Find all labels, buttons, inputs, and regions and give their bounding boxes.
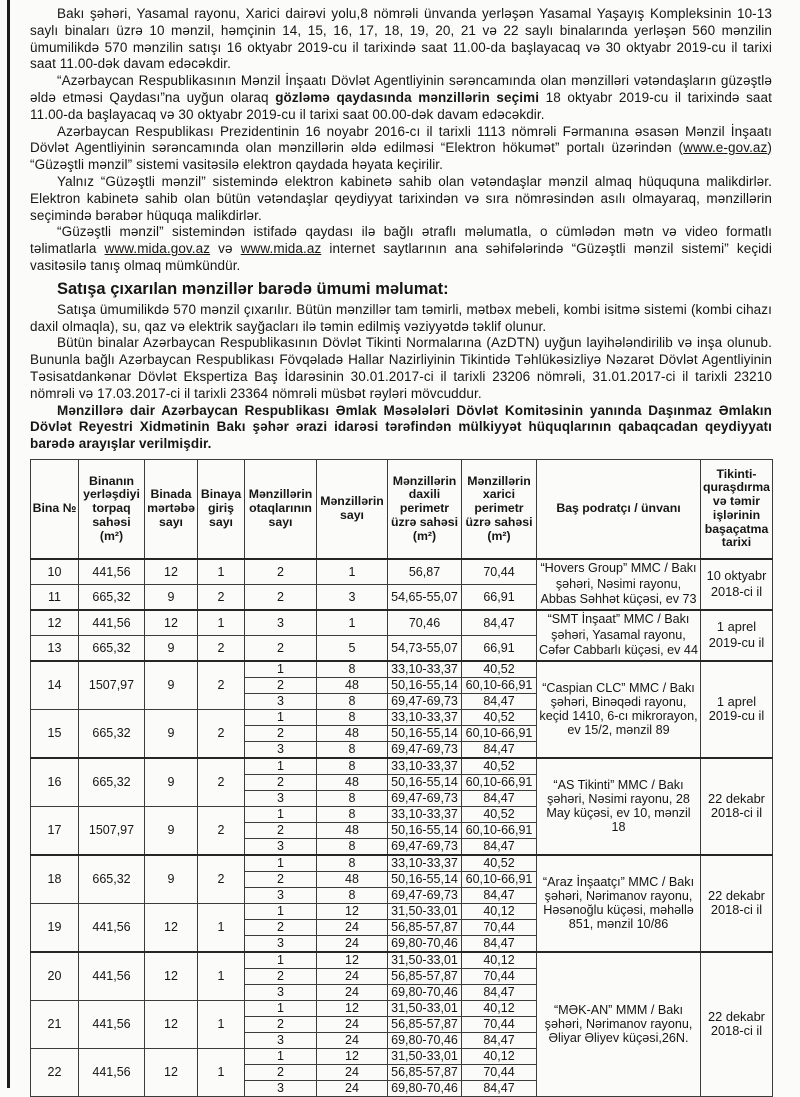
- land-area: 441,56: [79, 952, 145, 1001]
- apartment-count: 24: [317, 1016, 388, 1032]
- column-header-7: Mənzillərin daxili perimetr üzrə sahəsi (m²): [388, 459, 462, 559]
- waiting-list-selection-bold-text: gözləmə qaydasında mənzillərin seçimi: [275, 89, 540, 105]
- inner-perimeter-area: 56,87: [388, 559, 462, 585]
- column-header-4: Binaya giriş sayı: [198, 459, 245, 559]
- inner-perimeter-area: 69,47-69,73: [388, 741, 462, 758]
- inner-perimeter-area: 69,47-69,73: [388, 887, 462, 903]
- room-count: 3: [245, 1080, 317, 1096]
- outer-perimeter-area: 70,44: [462, 1064, 537, 1080]
- apartment-count: 24: [317, 1080, 388, 1096]
- building-no: 15: [31, 709, 79, 758]
- building-no: 14: [31, 661, 79, 710]
- building-no: 16: [31, 758, 79, 807]
- intro-paragraph-5: [30, 224, 772, 274]
- apartment-count: 8: [317, 855, 388, 872]
- inner-perimeter-area: 33,10-33,37: [388, 855, 462, 872]
- room-count: 1: [245, 806, 317, 822]
- apartment-count: 12: [317, 903, 388, 919]
- outer-perimeter-area: 40,52: [462, 855, 537, 872]
- room-count: 3: [245, 1032, 317, 1048]
- room-count: 2: [245, 584, 317, 610]
- column-header-10: Tikinti-quraşdırma və təmir işlərinin başaçatma tarixi: [701, 459, 773, 559]
- outer-perimeter-area: 60,10-66,91: [462, 774, 537, 790]
- completion-date: 22 dekabr 2018-ci il: [701, 855, 773, 952]
- apartment-count: 8: [317, 838, 388, 855]
- section-paragraph-1: Satışa ümumilikdə 570 mənzil çıxarılır. Bütün mənzillər tam təmirli, mətbəx mebeli, kombi isitmə sistemi (kombi cihazı daxil olmaqla), su, qaz və elektrik sayğacları ilə təmin edilmiş vəziyyətdə təklif olunur.: [30, 301, 772, 334]
- inner-perimeter-area: 69,80-70,46: [388, 984, 462, 1000]
- contractor-address: “AS Tikinti” MMC / Bakı şəhəri, Nəsimi rayonu, 28 May küçəsi, ev 10, mənzil 18: [537, 758, 701, 855]
- floor-count: 12: [145, 1048, 198, 1096]
- entrance-count: 1: [198, 610, 245, 636]
- room-count: 3: [245, 935, 317, 952]
- building-no: 19: [31, 903, 79, 952]
- room-count: 2: [245, 919, 317, 935]
- apartment-count: 1: [317, 610, 388, 636]
- apartment-count: 12: [317, 1000, 388, 1016]
- land-area: 665,32: [79, 855, 145, 904]
- outer-perimeter-area: 84,47: [462, 838, 537, 855]
- intro-paragraph-2-post: 18 oktyabr 2019-cu il tarixində saat 11.00-da başlayacaq və 30 oktyabr 2019-cu il tarixi saat 00.00-dək davam edəcəkdir.: [30, 89, 772, 122]
- outer-perimeter-area: 60,10-66,91: [462, 822, 537, 838]
- mida-link[interactable]: www.mida.az: [240, 241, 322, 257]
- outer-perimeter-area: 70,44: [462, 1016, 537, 1032]
- room-count: 3: [245, 790, 317, 806]
- apartment-count: 24: [317, 935, 388, 952]
- room-count: 2: [245, 871, 317, 887]
- room-count: 2: [245, 774, 317, 790]
- floor-count: 12: [145, 559, 198, 585]
- outer-perimeter-area: 40,52: [462, 709, 537, 725]
- section-paragraph-3: Mənzillərə dair Azərbaycan Respublikası Əmlak Məsələləri Dövlət Komitəsinin yanında Daşınmaz Əmlakın Dövlət Reyestri Xidmətinin Bakı şəhər ərazi idarəsi tərəfindən mülkiyyət hüquqlarının qabaqcadan qeydiyyatı barədə arayışlar verilmişdir.: [30, 402, 772, 452]
- entrance-count: 1: [198, 1048, 245, 1096]
- room-count: 2: [245, 635, 317, 661]
- apartment-count: 8: [317, 758, 388, 775]
- room-count: 1: [245, 709, 317, 725]
- outer-perimeter-area: 84,47: [462, 693, 537, 709]
- completion-date: 22 dekabr 2018-ci il: [701, 758, 773, 855]
- room-count: 2: [245, 822, 317, 838]
- column-header-5: Mənzillərin otaqlarının sayı: [245, 459, 317, 559]
- room-count: 2: [245, 725, 317, 741]
- intro-paragraph-1: Bakı şəhəri, Yasamal rayonu, Xarici dairəvi yolu,8 nömrəli ünvanda yerləşən Yasamal Yaşayış Kompleksinin 10-13 saylı binaları üzrə 10 mənzil, həmçinin 14, 15, 16, 17, 18, 19, 20, 21 və 22 saylı binalarında yerləşən 560 mənzilin ümumilikdə 570 mənzilin satışı 16 oktyabr 2019-cu il tarixində saat 11.00-da başlayacaq və 30 oktyabr 2019-cu il tarixi saat 11.00-dək davam edəcəkdir.: [30, 6, 772, 72]
- outer-perimeter-area: 40,52: [462, 806, 537, 822]
- apartment-count: 24: [317, 984, 388, 1000]
- land-area: 665,32: [79, 635, 145, 661]
- outer-perimeter-area: 84,47: [462, 790, 537, 806]
- outer-perimeter-area: 40,12: [462, 952, 537, 969]
- entrance-count: 2: [198, 709, 245, 758]
- entrance-count: 1: [198, 952, 245, 1001]
- table-row: [31, 610, 773, 636]
- apartment-count: 48: [317, 822, 388, 838]
- apartment-count: 8: [317, 887, 388, 903]
- outer-perimeter-area: 66,91: [462, 584, 537, 610]
- room-count: 1: [245, 855, 317, 872]
- floor-count: 9: [145, 855, 198, 904]
- outer-perimeter-area: 40,52: [462, 758, 537, 775]
- completion-date: 1 aprel 2019-cu il: [701, 610, 773, 661]
- outer-perimeter-area: 40,12: [462, 1000, 537, 1016]
- room-count: 2: [245, 1016, 317, 1032]
- apartment-count: 8: [317, 790, 388, 806]
- apartment-count: 8: [317, 741, 388, 758]
- entrance-count: 2: [198, 806, 245, 855]
- intro-paragraph-5-pre: “Güzəştli mənzil” sistemindən istifadə qaydası ilə bağlı ətraflı məlumatla, o cümlədən mətn və video formatlı təlimatlarla: [30, 224, 772, 257]
- entrance-count: 1: [198, 559, 245, 585]
- buildings-table: [30, 459, 773, 1097]
- inner-perimeter-area: 54,65-55,07: [388, 584, 462, 610]
- outer-perimeter-area: 84,47: [462, 1032, 537, 1048]
- inner-perimeter-area: 69,80-70,46: [388, 935, 462, 952]
- column-header-2: Binanın yerləşdiyi torpaq sahəsi (m²): [79, 459, 145, 559]
- floor-count: 9: [145, 661, 198, 710]
- room-count: 3: [245, 838, 317, 855]
- outer-perimeter-area: 70,44: [462, 968, 537, 984]
- column-header-6: Mənzillərin sayı: [317, 459, 388, 559]
- outer-perimeter-area: 84,47: [462, 984, 537, 1000]
- apartment-count: 48: [317, 871, 388, 887]
- land-area: 441,56: [79, 559, 145, 585]
- room-count: 2: [245, 968, 317, 984]
- room-count: 2: [245, 677, 317, 693]
- apartment-count: 24: [317, 968, 388, 984]
- inner-perimeter-area: 50,16-55,14: [388, 871, 462, 887]
- table-row: [31, 855, 773, 872]
- land-area: 441,56: [79, 1048, 145, 1096]
- contractor-address: “Hovers Group” MMC / Bakı şəhəri, Nəsimi rayonu, Abbas Səhhət küçəsi, ev 73: [537, 559, 701, 610]
- inner-perimeter-area: 33,10-33,37: [388, 806, 462, 822]
- contractor-address: “Araz İnşaatçı” MMC / Bakı şəhəri, Nərimanov rayonu, Həsənoğlu küçəsi, məhəllə 851, mənzil 10/86: [537, 855, 701, 952]
- inner-perimeter-area: 69,47-69,73: [388, 790, 462, 806]
- section-paragraph-2: Bütün binalar Azərbaycan Respublikasının Dövlət Tikinti Normalarına (AzDTN) uyğun layihələndirilib və inşa olunub. Bununla bağlı Azərbaycan Respublikası Fövqəladə Hallar Nazirliyinin Tikintidə Təhlükəsizliyə Nəzarət Dövlət Agentliyinin Təsisatdankənar Dövlət Ekspertiza Baş İdarəsinin 30.01.2017-ci il tarixli 23206 nömrəli, 31.01.2017-ci il tarixli 23210 nömrəli və 17.03.2017-ci il tarixli 23364 nömrəli müsbət rəyləri mövcuddur.: [30, 335, 772, 401]
- room-count: 1: [245, 1000, 317, 1016]
- apartment-count: 48: [317, 774, 388, 790]
- inner-perimeter-area: 56,85-57,87: [388, 919, 462, 935]
- apartment-count: 12: [317, 952, 388, 969]
- inner-perimeter-area: 50,16-55,14: [388, 677, 462, 693]
- apartment-count: 3: [317, 584, 388, 610]
- building-no: 11: [31, 584, 79, 610]
- intro-paragraph-3: [30, 124, 772, 174]
- apartment-count: 48: [317, 677, 388, 693]
- building-no: 20: [31, 952, 79, 1001]
- floor-count: 9: [145, 758, 198, 807]
- table-row: [31, 661, 773, 678]
- outer-perimeter-area: 84,47: [462, 1080, 537, 1096]
- outer-perimeter-area: 84,47: [462, 887, 537, 903]
- entrance-count: 2: [198, 635, 245, 661]
- outer-perimeter-area: 66,91: [462, 635, 537, 661]
- outer-perimeter-area: 84,47: [462, 741, 537, 758]
- inner-perimeter-area: 69,80-70,46: [388, 1080, 462, 1096]
- inner-perimeter-area: 31,50-33,01: [388, 952, 462, 969]
- outer-perimeter-area: 70,44: [462, 559, 537, 585]
- entrance-count: 2: [198, 661, 245, 710]
- entrance-count: 1: [198, 903, 245, 952]
- intro-paragraph-5-mid: və: [210, 241, 241, 257]
- entrance-count: 1: [198, 1000, 245, 1048]
- table-row: [31, 758, 773, 775]
- floor-count: 9: [145, 709, 198, 758]
- land-area: 665,32: [79, 758, 145, 807]
- outer-perimeter-area: 60,10-66,91: [462, 725, 537, 741]
- inner-perimeter-area: 50,16-55,14: [388, 774, 462, 790]
- room-count: 2: [245, 559, 317, 585]
- floor-count: 12: [145, 903, 198, 952]
- outer-perimeter-area: 60,10-66,91: [462, 677, 537, 693]
- inner-perimeter-area: 31,50-33,01: [388, 903, 462, 919]
- apartment-count: 12: [317, 1048, 388, 1064]
- mida-gov-link[interactable]: www.mida.gov.az: [104, 241, 211, 257]
- outer-perimeter-area: 40,12: [462, 903, 537, 919]
- egov-link[interactable]: www.e-gov.az: [683, 140, 768, 156]
- building-no: 13: [31, 635, 79, 661]
- outer-perimeter-area: 40,12: [462, 1048, 537, 1064]
- building-no: 21: [31, 1000, 79, 1048]
- floor-count: 12: [145, 952, 198, 1001]
- floor-count: 9: [145, 584, 198, 610]
- land-area: 1507,97: [79, 661, 145, 710]
- inner-perimeter-area: 33,10-33,37: [388, 709, 462, 725]
- inner-perimeter-area: 69,47-69,73: [388, 838, 462, 855]
- room-count: 1: [245, 903, 317, 919]
- column-header-8: Mənzillərin xarici perimetr üzrə sahəsi (m²): [462, 459, 537, 559]
- room-count: 3: [245, 984, 317, 1000]
- inner-perimeter-area: 33,10-33,37: [388, 661, 462, 678]
- floor-count: 12: [145, 610, 198, 636]
- column-header-1: Bina №: [31, 459, 79, 559]
- room-count: 2: [245, 1064, 317, 1080]
- apartment-count: 8: [317, 693, 388, 709]
- room-count: 3: [245, 610, 317, 636]
- building-no: 12: [31, 610, 79, 636]
- room-count: 3: [245, 741, 317, 758]
- room-count: 1: [245, 661, 317, 678]
- apartment-count: 1: [317, 559, 388, 585]
- inner-perimeter-area: 56,85-57,87: [388, 1016, 462, 1032]
- land-area: 1507,97: [79, 806, 145, 855]
- document-content: [30, 6, 772, 1097]
- apartment-count: 5: [317, 635, 388, 661]
- column-header-3: Binada mərtəbə sayı: [145, 459, 198, 559]
- intro-paragraph-2-pre: “Azərbaycan Respublikasının Mənzil İnşaatı Dövlət Agentliyinin sərəncamında olan mənzilləri vətəndaşların güzəştlə əldə etməsi Qaydası”na uyğun olaraq: [30, 73, 772, 105]
- outer-perimeter-area: 84,47: [462, 935, 537, 952]
- inner-perimeter-area: 69,80-70,46: [388, 1032, 462, 1048]
- outer-perimeter-area: 84,47: [462, 610, 537, 636]
- intro-paragraph-5-post: internet saytlarının ana səhifələrində “Güzəştli mənzil sistemi” keçidi vasitəsilə tanış olmaq mümkündür.: [30, 241, 772, 273]
- land-area: 441,56: [79, 610, 145, 636]
- room-count: 3: [245, 887, 317, 903]
- inner-perimeter-area: 50,16-55,14: [388, 725, 462, 741]
- apartment-count: 8: [317, 661, 388, 678]
- land-area: 665,32: [79, 584, 145, 610]
- completion-date: 22 dekabr 2018-ci il: [701, 952, 773, 1097]
- contractor-address: “SMT İnşaat” MMC / Bakı şəhəri, Yasamal rayonu, Cəfər Cabbarlı küçəsi, ev 44: [537, 610, 701, 661]
- apartment-count: 24: [317, 919, 388, 935]
- entrance-count: 2: [198, 758, 245, 807]
- intro-paragraph-2: [30, 73, 772, 123]
- contractor-address: “MƏK-AN” MMM / Bakı şəhəri, Nərimanov rayonu, Əliyar Əliyev küçəsi,26N.: [537, 952, 701, 1097]
- apartment-count: 8: [317, 806, 388, 822]
- entrance-count: 2: [198, 855, 245, 904]
- building-no: 18: [31, 855, 79, 904]
- outer-perimeter-area: 60,10-66,91: [462, 871, 537, 887]
- inner-perimeter-area: 31,50-33,01: [388, 1048, 462, 1064]
- completion-date: 10 oktyabr 2018-ci il: [701, 559, 773, 610]
- inner-perimeter-area: 69,47-69,73: [388, 693, 462, 709]
- table-row: [31, 952, 773, 969]
- inner-perimeter-area: 56,85-57,87: [388, 1064, 462, 1080]
- page-left-border: [7, 0, 10, 1088]
- inner-perimeter-area: 70,46: [388, 610, 462, 636]
- building-no: 22: [31, 1048, 79, 1096]
- floor-count: 9: [145, 635, 198, 661]
- outer-perimeter-area: 70,44: [462, 919, 537, 935]
- intro-paragraph-4: Yalnız “Güzəştli mənzil” sistemində elektron kabinetə sahib olan vətəndaşlar mənzil almaq hüququna malikdirlər. Elektron kabinetə sahib olan bütün vətəndaşlar qeydiyyat tarixindən və sıra nömrəsindən asılı olmayaraq, mənzillərin seçimində bərabər hüquqa malikdirlər.: [30, 173, 772, 223]
- table-row: [31, 559, 773, 585]
- inner-perimeter-area: 54,73-55,07: [388, 635, 462, 661]
- building-no: 10: [31, 559, 79, 585]
- intro-paragraph-3-pre: Azərbaycan Respublikası Prezidentinin 16 noyabr 2016-cı il tarixli 1113 nömrəli Fərmanına əsasən Mənzil İnşaatı Dövlət Agentliyinin sərəncamında olan mənzillərin əldə edilməsi “Elektron hökumət” portalı üzərindən (: [30, 123, 772, 156]
- apartment-count: 24: [317, 1032, 388, 1048]
- contractor-address: “Caspian CLC” MMC / Bakı şəhəri, Binəqədi rayonu, keçid 1410, 6-cı mikrorayon, ev 15/2, mənzil 89: [537, 661, 701, 758]
- apartment-count: 24: [317, 1064, 388, 1080]
- apartment-count: 48: [317, 725, 388, 741]
- inner-perimeter-area: 50,16-55,14: [388, 822, 462, 838]
- inner-perimeter-area: 33,10-33,37: [388, 758, 462, 775]
- building-no: 17: [31, 806, 79, 855]
- column-header-9: Baş podratçı / ünvanı: [537, 459, 701, 559]
- outer-perimeter-area: 40,52: [462, 661, 537, 678]
- completion-date: 1 aprel 2019-cu il: [701, 661, 773, 758]
- room-count: 1: [245, 952, 317, 969]
- floor-count: 12: [145, 1000, 198, 1048]
- room-count: 3: [245, 693, 317, 709]
- inner-perimeter-area: 31,50-33,01: [388, 1000, 462, 1016]
- land-area: 441,56: [79, 1000, 145, 1048]
- section-heading: Satışa çıxarılan mənzillər barədə ümumi məlumat:: [57, 279, 449, 298]
- floor-count: 9: [145, 806, 198, 855]
- table-body: [31, 559, 773, 1097]
- apartment-count: 8: [317, 709, 388, 725]
- table-header-row: [31, 459, 773, 559]
- land-area: 441,56: [79, 903, 145, 952]
- entrance-count: 2: [198, 584, 245, 610]
- land-area: 665,32: [79, 709, 145, 758]
- room-count: 1: [245, 758, 317, 775]
- room-count: 1: [245, 1048, 317, 1064]
- intro-paragraph-3-post: ) “Güzəştli mənzil” sistemi vasitəsilə elektron qaydada həyata keçirilir.: [30, 140, 772, 173]
- inner-perimeter-area: 56,85-57,87: [388, 968, 462, 984]
